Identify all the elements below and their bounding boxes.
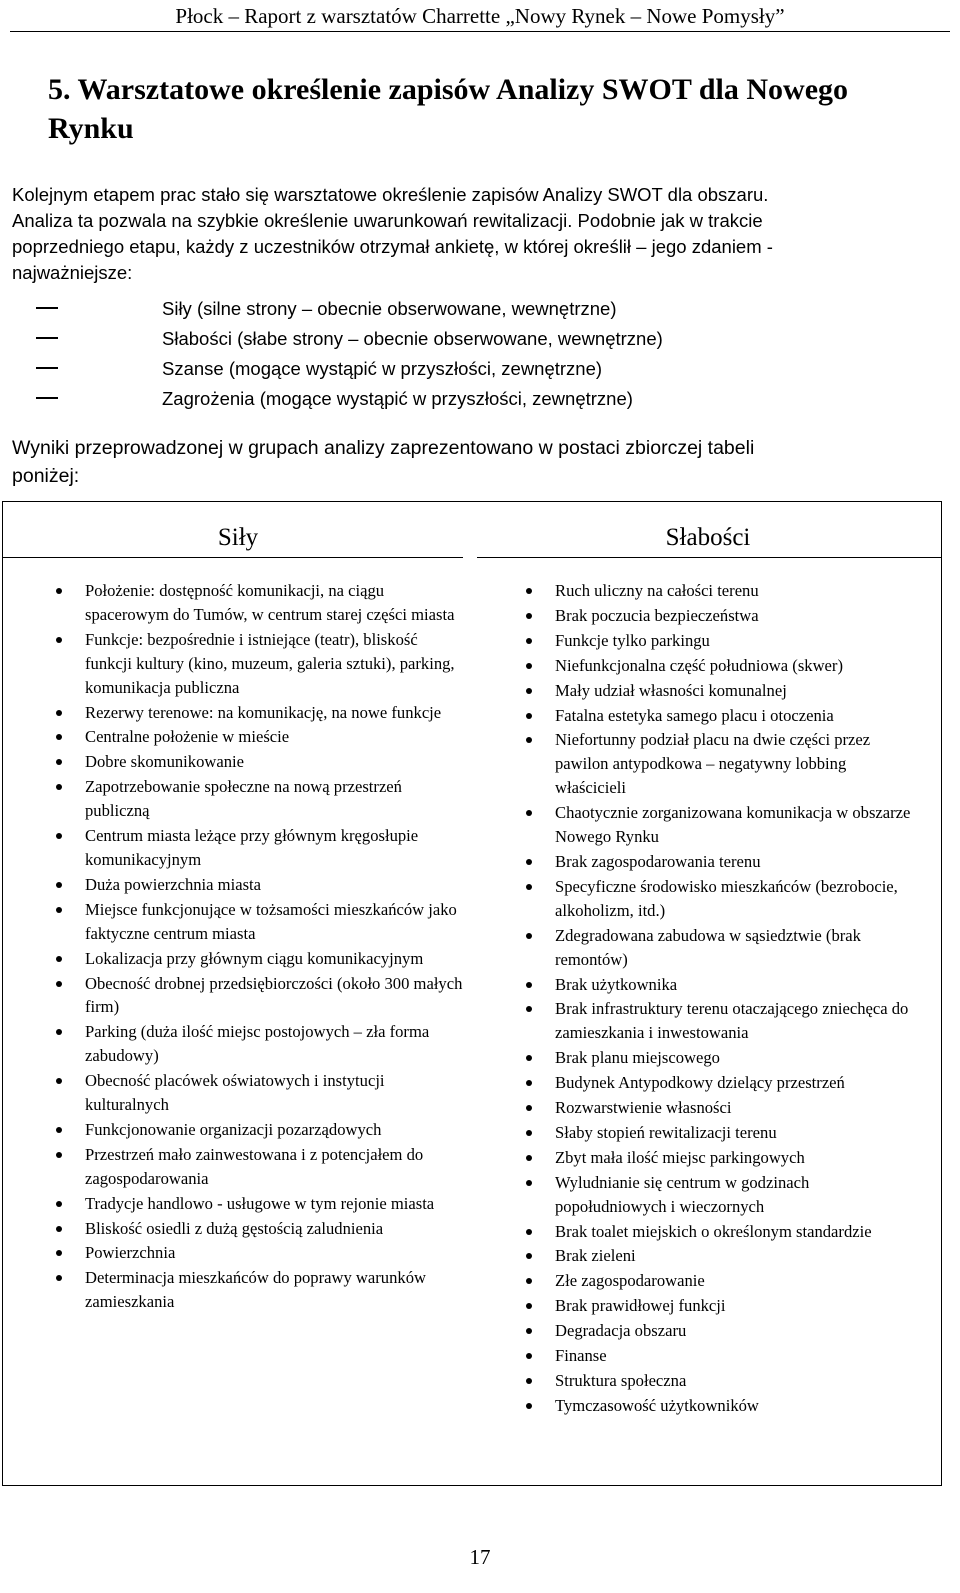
summary-line: poniżej: xyxy=(12,465,80,487)
bullet-icon xyxy=(526,688,532,694)
bullet-icon xyxy=(56,1201,62,1207)
list-item xyxy=(521,1344,916,1368)
strengths-header-rule xyxy=(3,557,463,558)
list-item xyxy=(521,704,916,728)
bullet-icon xyxy=(526,613,532,619)
list-item xyxy=(521,1244,916,1268)
list-item-text: Centrum miasta leżące przy głównym kręgosłupie komunikacyjnym xyxy=(85,826,419,869)
list-item xyxy=(521,579,916,603)
list-item-text: Fatalna estetyka samego placu i otoczenia xyxy=(555,705,834,725)
bullet-icon xyxy=(56,637,62,643)
strengths-header: Siły xyxy=(217,524,259,551)
list-item-text: Mały udział własności komunalnej xyxy=(555,680,787,700)
list-item-text: Struktura społeczna xyxy=(555,1371,687,1390)
list-item xyxy=(521,604,916,628)
list-item-text: Funkcje: bezpośrednie i istniejące (teatr), bliskość funkcji kultury (kino, muzeum, galeria sztuki), parking, komunikacja publiczna xyxy=(85,629,455,697)
list-item-text: Rozwarstwienie własności xyxy=(555,1098,732,1118)
bullet-icon xyxy=(56,1226,62,1232)
intro-paragraph xyxy=(12,182,942,286)
list-item xyxy=(36,357,663,387)
list-item xyxy=(51,972,463,1020)
dash-bullet xyxy=(36,397,58,399)
bullet-icon xyxy=(526,1130,532,1136)
bullet-icon xyxy=(56,734,62,740)
list-item xyxy=(51,1266,463,1314)
list-item xyxy=(521,1294,916,1318)
list-item-text: Ruch uliczny na całości terenu xyxy=(555,581,759,600)
section-title xyxy=(48,70,928,148)
list-item xyxy=(51,775,463,823)
list-item-text: Brak toalet miejskich o określonym standardzie xyxy=(555,1221,872,1241)
list-item xyxy=(521,654,916,678)
list-item-text: Lokalizacja przy głównym ciągu komunikacyjnym xyxy=(85,948,424,968)
list-item xyxy=(51,824,463,872)
list-item xyxy=(521,1146,916,1170)
bullet-icon xyxy=(526,1155,532,1161)
list-item xyxy=(51,898,463,946)
list-item-text: Dobre skomunikowanie xyxy=(85,752,244,772)
page-number: 17 xyxy=(469,1545,491,1569)
bullet-icon xyxy=(56,907,62,913)
list-item-text: Wyludnianie się centrum w godzinach popołudniowych i wieczornych xyxy=(555,1172,810,1216)
list-item-text: Rezerwy terenowe: na komunikację, na nowe funkcje xyxy=(85,702,442,722)
list-item xyxy=(521,850,916,874)
list-item xyxy=(521,1369,916,1393)
dash-bullet xyxy=(36,337,58,339)
dash-bullet xyxy=(36,367,58,369)
bullet-icon xyxy=(56,1078,62,1084)
list-item-text: Niefunkcjonalna część południowa (skwer) xyxy=(555,655,843,675)
list-item xyxy=(521,924,916,972)
list-item xyxy=(51,579,463,627)
bullet-icon xyxy=(526,1055,532,1061)
list-item xyxy=(521,1269,916,1293)
bullet-icon xyxy=(56,784,62,790)
list-item-text: Finanse xyxy=(555,1346,607,1366)
list-item xyxy=(51,750,463,774)
list-item-text: Specyficzne środowisko mieszkańców (bezrobocie, alkoholizm, itd.) xyxy=(555,876,898,920)
list-item xyxy=(521,1220,916,1244)
list-item-text: Brak planu miejscowego xyxy=(555,1048,720,1068)
list-item xyxy=(521,1046,916,1070)
category-text: Siły (silne strony – obecnie obserwowane, wewnętrzne) xyxy=(162,298,617,319)
list-item xyxy=(51,1118,463,1142)
bullet-icon xyxy=(56,882,62,888)
bullet-icon xyxy=(526,933,532,939)
bullet-icon xyxy=(526,663,532,669)
bullet-icon xyxy=(526,1253,532,1259)
bullet-icon xyxy=(56,710,62,716)
list-item xyxy=(521,875,916,923)
swot-categories-list xyxy=(36,297,663,417)
bullet-icon xyxy=(526,1229,532,1235)
bullet-icon xyxy=(526,982,532,988)
list-item-text: Chaotycznie zorganizowana komunikacja w obszarze Nowego Rynku xyxy=(555,803,911,847)
summary-line: Wyniki przeprowadzonej w grupach analizy zaprezentowano w postaci zbiorczej tabeli xyxy=(12,437,755,459)
list-item xyxy=(51,1217,463,1241)
list-item xyxy=(51,1020,463,1068)
summary-paragraph xyxy=(12,434,942,490)
list-item xyxy=(51,1069,463,1117)
list-item-text: Funkcje tylko parkingu xyxy=(555,630,710,650)
bullet-icon xyxy=(56,956,62,962)
list-item-text: Funkcjonowanie organizacji pozarządowych xyxy=(85,1119,382,1139)
list-item xyxy=(521,679,916,703)
list-item-text: Zapotrzebowanie społeczne na nową przestrzeń publiczną xyxy=(85,777,402,821)
bullet-icon xyxy=(526,1180,532,1186)
list-item-text: Brak infrastruktury terenu otaczającego zniechęca do zamieszkania i inwestowania xyxy=(555,999,909,1043)
list-item-text: Brak poczucia bezpieczeństwa xyxy=(555,605,759,625)
list-item xyxy=(36,327,663,357)
section-title-line2: Rynku xyxy=(48,112,134,145)
bullet-icon xyxy=(56,1127,62,1133)
list-item xyxy=(521,1071,916,1095)
list-item-text: Centralne położenie w mieście xyxy=(85,727,290,747)
list-item-text: Słaby stopień rewitalizacji terenu xyxy=(555,1122,777,1142)
list-item-text: Tymczasowość użytkowników xyxy=(555,1395,759,1415)
intro-line: Analiza ta pozwala na szybkie określenie uwarunkowań rewitalizacji. Podobnie jak w trakcie xyxy=(12,210,763,231)
list-item xyxy=(521,973,916,997)
list-item xyxy=(521,629,916,653)
list-item xyxy=(521,1121,916,1145)
section-title-line1: 5. Warsztatowe określenie zapisów Analizy SWOT dla Nowego xyxy=(48,73,849,106)
list-item xyxy=(521,1394,916,1418)
list-item-text: Parking (duża ilość miejsc postojowych – zła forma zabudowy) xyxy=(85,1022,430,1066)
list-item xyxy=(36,297,663,327)
list-item-text: Złe zagospodarowanie xyxy=(555,1271,705,1291)
list-item-text: Obecność placówek oświatowych i instytucji kulturalnych xyxy=(85,1071,385,1115)
list-item-text: Zbyt mała ilość miejsc parkingowych xyxy=(555,1147,805,1167)
bullet-icon xyxy=(56,833,62,839)
swot-table xyxy=(2,501,942,1486)
bullet-icon xyxy=(526,588,532,594)
list-item xyxy=(51,873,463,897)
bullet-icon xyxy=(526,1080,532,1086)
bullet-icon xyxy=(526,1006,532,1012)
list-item xyxy=(51,1241,463,1265)
bullet-icon xyxy=(526,1378,532,1384)
category-text: Zagrożenia (mogące wystąpić w przyszłości, zewnętrzne) xyxy=(162,388,633,409)
list-item xyxy=(521,801,916,849)
list-item-text: Miejsce funkcjonujące w tożsamości mieszkańców jako faktyczne centrum miasta xyxy=(85,899,457,943)
list-item-text: Położenie: dostępność komunikacji, na ciągu spacerowym do Tumów, w centrum starej części miasta xyxy=(85,581,455,624)
bullet-icon xyxy=(56,588,62,594)
list-item xyxy=(521,1096,916,1120)
list-item-text: Tradycje handlowo - usługowe w tym rejonie miasta xyxy=(85,1193,435,1213)
list-item xyxy=(51,628,463,700)
bullet-icon xyxy=(526,1278,532,1284)
list-item xyxy=(36,387,663,417)
list-item-text: Zdegradowana zabudowa w sąsiedztwie (brak remontów) xyxy=(555,925,861,969)
weaknesses-list xyxy=(521,579,916,1419)
header-rule xyxy=(10,31,950,32)
list-item-text: Obecność drobnej przedsiębiorczości (około 300 małych firm) xyxy=(85,973,463,1017)
strengths-list xyxy=(51,579,463,1315)
bullet-icon xyxy=(526,884,532,890)
list-item-text: Brak prawidłowej funkcji xyxy=(555,1296,726,1316)
list-item-text: Degradacja obszaru xyxy=(555,1321,687,1341)
bullet-icon xyxy=(526,1328,532,1334)
intro-line: najważniejsze: xyxy=(12,262,133,283)
category-text: Szanse (mogące wystąpić w przyszłości, zewnętrzne) xyxy=(162,358,603,379)
list-item xyxy=(521,728,916,800)
bullet-icon xyxy=(526,859,532,865)
bullet-icon xyxy=(526,810,532,816)
list-item-text: Budynek Antypodkowy dzielący przestrzeń xyxy=(555,1073,845,1093)
list-item-text: Duża powierzchnia miasta xyxy=(85,874,262,894)
category-text: Słabości (słabe strony – obecnie obserwowane, wewnętrzne) xyxy=(162,328,663,349)
bullet-icon xyxy=(56,981,62,987)
intro-line: Kolejnym etapem prac stało się warsztatowe określenie zapisów Analizy SWOT dla obszaru. xyxy=(12,184,769,205)
list-item xyxy=(51,725,463,749)
weaknesses-header: Słabości xyxy=(665,524,751,551)
weaknesses-header-rule xyxy=(477,557,942,558)
list-item-text: Brak użytkownika xyxy=(555,974,678,994)
list-item-text: Bliskość osiedli z dużą gęstością zaludnienia xyxy=(85,1218,384,1238)
bullet-icon xyxy=(526,638,532,644)
bullet-icon xyxy=(56,1275,62,1281)
list-item-text: Niefortunny podział placu na dwie części przez pawilon antypodkowa – negatywny lobbing właścicieli xyxy=(555,730,871,798)
list-item xyxy=(521,1171,916,1219)
list-item-text: Brak zagospodarowania terenu xyxy=(555,851,761,871)
bullet-icon xyxy=(56,759,62,765)
list-item-text: Powierzchnia xyxy=(85,1243,176,1263)
bullet-icon xyxy=(526,737,532,743)
running-header-title: Płock – Raport z warsztatów Charrette „Nowy Rynek – Nowe Pomysły” xyxy=(175,4,785,28)
list-item xyxy=(51,701,463,725)
bullet-icon xyxy=(526,713,532,719)
list-item xyxy=(521,997,916,1045)
bullet-icon xyxy=(526,1403,532,1409)
intro-line: poprzedniego etapu, każdy z uczestników otrzymał ankietę, w której określił – jego zdaniem - xyxy=(12,236,773,257)
bullet-icon xyxy=(56,1029,62,1035)
list-item xyxy=(51,947,463,971)
list-item xyxy=(51,1143,463,1191)
list-item-text: Determinacja mieszkańców do poprawy warunków zamieszkania xyxy=(85,1268,426,1312)
list-item xyxy=(521,1319,916,1343)
running-header xyxy=(0,0,960,40)
bullet-icon xyxy=(526,1105,532,1111)
bullet-icon xyxy=(526,1353,532,1359)
bullet-icon xyxy=(56,1250,62,1256)
dash-bullet xyxy=(36,307,58,309)
bullet-icon xyxy=(56,1152,62,1158)
list-item xyxy=(51,1192,463,1216)
list-item-text: Przestrzeń mało zainwestowana i z potencjałem do zagospodarowania xyxy=(85,1144,424,1188)
list-item-text: Brak zieleni xyxy=(555,1246,636,1266)
bullet-icon xyxy=(526,1303,532,1309)
